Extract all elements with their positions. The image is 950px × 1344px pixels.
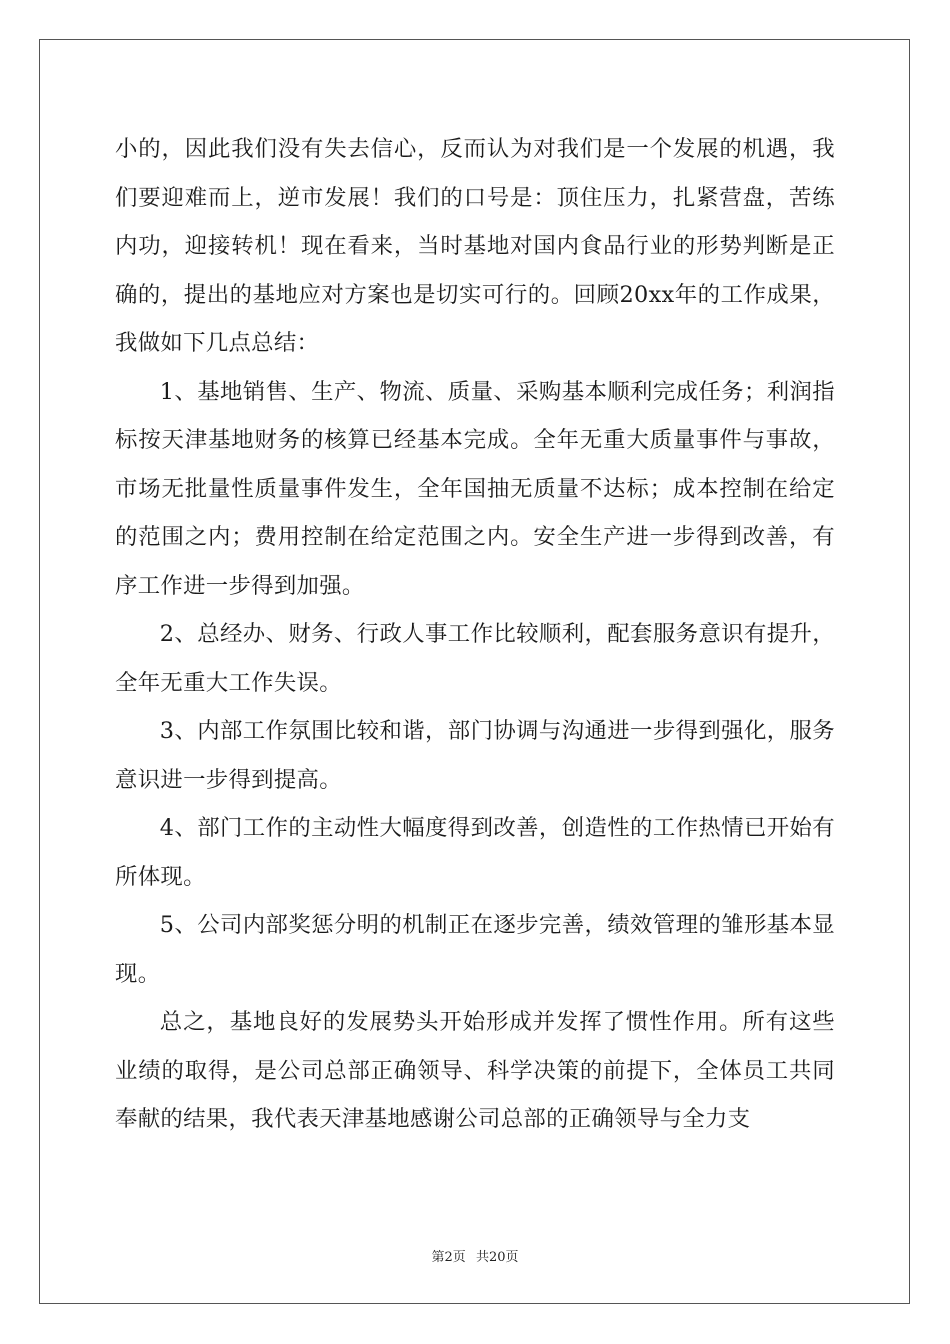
- paragraph-point-1: 1、基地销售、生产、物流、质量、采购基本顺利完成任务；利润指标按天津基地财务的核算已经基本完成。全年无重大质量事件与事故，市场无批量性质量事件发生，全年国抽无质量不达标；成本控制在给定的范围之内；费用控制在给定范围之内。安全生产进一步得到改善，有序工作进一步得到加强。: [115, 378, 835, 599]
- paragraph-point-5: 5、公司内部奖惩分明的机制正在逐步完善，绩效管理的雏形基本显现。: [115, 912, 835, 987]
- document-body: [115, 125, 835, 1144]
- page-total: 共20页: [475, 1250, 519, 1265]
- paragraph-point-3: 3、内部工作氛围比较和谐，部门协调与沟通进一步得到强化，服务意识进一步得到提高。: [115, 718, 835, 793]
- page-footer: [0, 1246, 950, 1265]
- page-number: 第2页: [431, 1250, 466, 1265]
- paragraph-intro: 小的，因此我们没有失去信心，反而认为对我们是一个发展的机遇，我们要迎难而上，逆市发展！我们的口号是：顶住压力，扎紧营盘，苦练内功，迎接转机！现在看来，当时基地对国内食品行业的形势判断是正确的，提出的基地应对方案也是切实可行的。回顾20xx年的工作成果，我做如下几点总结：: [115, 136, 835, 356]
- paragraph-point-4: 4、部门工作的主动性大幅度得到改善，创造性的工作热情已开始有所体现。: [115, 815, 835, 890]
- paragraph-point-2: 2、总经办、财务、行政人事工作比较顺利，配套服务意识有提升，全年无重大工作失误。: [115, 621, 835, 696]
- paragraph-summary: 总之，基地良好的发展势头开始形成并发挥了惯性作用。所有这些业绩的取得，是公司总部正确领导、科学决策的前提下，全体员工共同奉献的结果，我代表天津基地感谢公司总部的正确领导与全力支: [115, 1009, 835, 1132]
